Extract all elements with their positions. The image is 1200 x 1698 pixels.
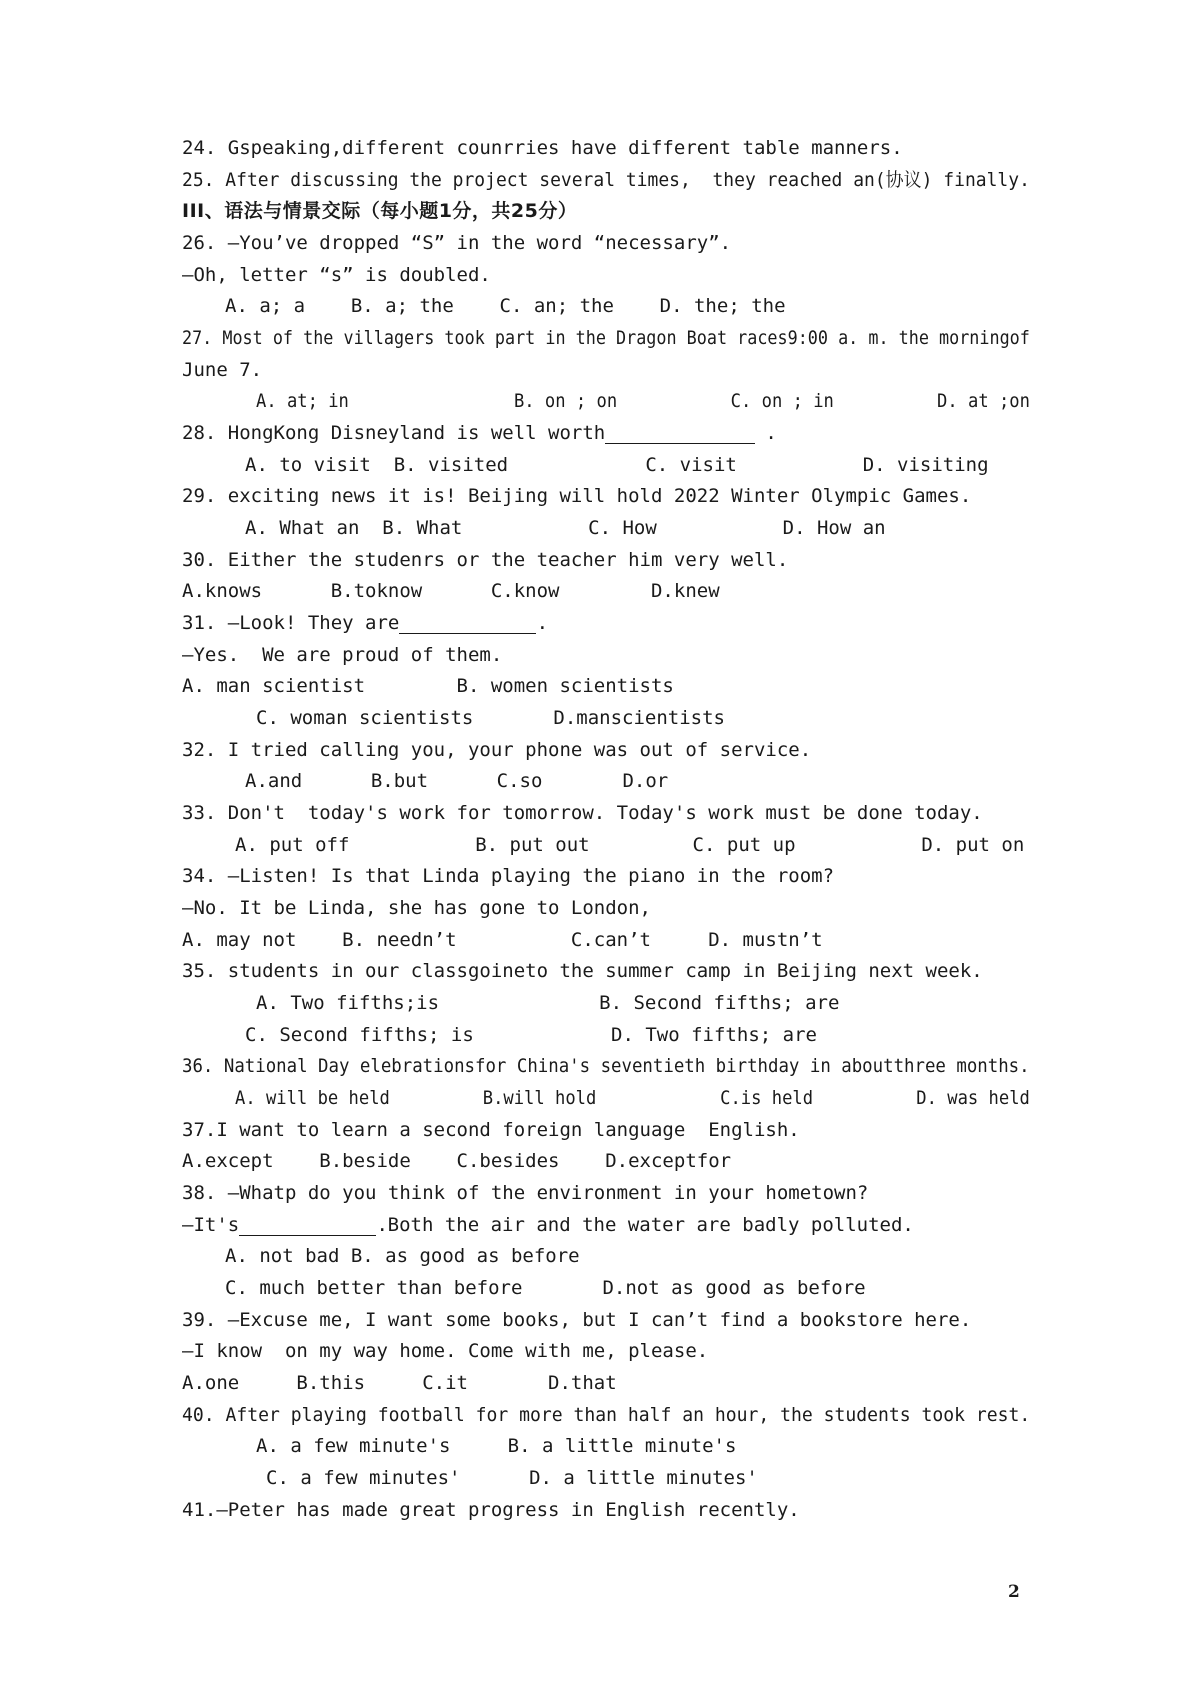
line-text: A.knows B.toknow C.know D.knew (182, 580, 720, 602)
question-line (266, 1466, 758, 1490)
line-text: June 7. (182, 359, 263, 381)
section-heading (182, 199, 577, 223)
question-line (182, 579, 720, 603)
line-text: 41.—Peter has made great progress in English recently. (182, 1499, 800, 1521)
question-line (182, 959, 983, 983)
question-line (182, 548, 788, 572)
line-text: A. to visit B. visited C. visit D. visiting (245, 454, 989, 476)
line-text: 24. Gspeaking,different counrries have different table manners. (182, 137, 903, 159)
page-number: 2 (1008, 1582, 1020, 1602)
question-line (256, 706, 725, 730)
question-line (182, 738, 811, 762)
question-line (182, 611, 549, 635)
line-text: A. may not B. needn’t C.can’t D. mustn’t (182, 929, 823, 951)
question-line (225, 1244, 580, 1268)
question-line (182, 358, 262, 382)
line-text: 34. —Listen! Is that Linda playing the piano in the room? (182, 865, 835, 887)
line-text: A. man scientist B. women scientists (182, 675, 674, 697)
line-text: 36. National Day elebrationsfor China's seventieth birthday in aboutthree months. (182, 1055, 1030, 1077)
question-line (182, 1054, 1030, 1078)
question-line (182, 1149, 731, 1173)
line-text: —It's (182, 1214, 240, 1236)
question-line (182, 326, 1030, 350)
line-text: A. What an B. What C. How D. How an (245, 517, 886, 539)
question-line (182, 643, 502, 667)
question-line (182, 864, 834, 888)
question-line (182, 674, 674, 698)
line-text: A. not bad B. as good as before (225, 1245, 580, 1267)
line-text: 31. —Look! They are (182, 612, 400, 634)
line-text: A. at; in B. on ; on C. on ; in D. at ;on (256, 390, 1030, 412)
question-line (182, 1498, 800, 1522)
question-line (245, 769, 668, 793)
line-text: —Oh, letter “s” is doubled. (182, 264, 491, 286)
line-text: A.except B.beside C.besides D.exceptfor (182, 1150, 732, 1172)
question-line (182, 1308, 971, 1332)
line-text: C. a few minutes' D. a little minutes' (266, 1467, 758, 1489)
line-text: —No. It be Linda, she has gone to London, (182, 897, 651, 919)
line-text-after-blank: Both the air and the water are badly polluted. (376, 1214, 914, 1236)
question-line (182, 801, 983, 825)
line-text: —I know on my way home. Come with me, please. (182, 1340, 709, 1362)
question-line (245, 1023, 817, 1047)
question-line (225, 294, 786, 318)
line-text: 39. —Excuse me, I want some books, but I can’t find a bookstore here. (182, 1309, 972, 1331)
answer-blank: . (239, 1214, 388, 1236)
line-text: 32. I tried calling you, your phone was out of service. (182, 739, 812, 761)
question-line (182, 896, 651, 920)
line-text: A. a; a B. a; the C. an; the D. the; the (225, 295, 786, 317)
line-text: III、语法与情景交际（每小题1分，共25分） (182, 200, 578, 222)
line-text: 37.I want to learn a second foreign language English. (182, 1119, 800, 1141)
question-line (182, 928, 823, 952)
line-text: 29. exciting news it is! Beijing will hold 2022 Winter Olympic Games. (182, 485, 972, 507)
question-line (182, 1403, 1030, 1427)
question-line (182, 1213, 914, 1237)
line-text: —Yes. We are proud of them. (182, 644, 503, 666)
answer-blank: . (605, 422, 777, 444)
line-text: 26. —You’ve dropped “S” in the word “necessary”. (182, 232, 732, 254)
line-text: A. will be held B.will hold C.is held D. was held (235, 1087, 1030, 1109)
question-line (245, 453, 989, 477)
line-text: 30. Either the studenrs or the teacher him very well. (182, 549, 789, 571)
line-text: C. Second fifths; is D. Two fifths; are (245, 1024, 817, 1046)
line-text: A.one B.this C.it D.that (182, 1372, 617, 1394)
question-line (256, 389, 1030, 413)
question-line (182, 263, 491, 287)
answer-blank: . (399, 612, 549, 634)
line-text: C. much better than before D.not as good as before (225, 1277, 866, 1299)
line-text: A. put off B. put out C. put up D. put on (235, 834, 1025, 856)
line-text: 40. After playing football for more than half an hour, the students took rest. (182, 1404, 1031, 1426)
question-line (182, 421, 777, 445)
question-line (245, 516, 886, 540)
question-line (182, 1339, 708, 1363)
question-line (235, 1086, 1030, 1110)
question-line (225, 1276, 866, 1300)
question-line (256, 991, 839, 1015)
question-line (182, 136, 903, 160)
question-line (182, 1371, 617, 1395)
question-line (256, 1434, 736, 1458)
question-line (182, 1118, 800, 1142)
line-text: A. a few minute's B. a little minute's (256, 1435, 737, 1457)
line-text: A. Two fifths;is B. Second fifths; are (256, 992, 840, 1014)
line-text: 25. After discussing the project several times, they reached an(协议) finally. (182, 169, 1030, 191)
question-line (182, 1181, 868, 1205)
line-text: C. woman scientists D.manscientists (256, 707, 725, 729)
line-text: A.and B.but C.so D.or (245, 770, 669, 792)
line-text: 38. —Whatp do you think of the environment in your hometown? (182, 1182, 869, 1204)
line-text: 27. Most of the villagers took part in the Dragon Boat races9:00 a. m. the morningof (182, 327, 1030, 349)
line-text: 33. Don't today's work for tomorrow. Today's work must be done today. (182, 802, 983, 824)
line-text: 35. students in our classgoineto the summer camp in Beijing next week. (182, 960, 983, 982)
question-line (182, 484, 971, 508)
question-line (182, 168, 1030, 192)
question-line (182, 231, 731, 255)
question-line (235, 833, 1024, 857)
line-text: 28. HongKong Disneyland is well worth (182, 422, 606, 444)
